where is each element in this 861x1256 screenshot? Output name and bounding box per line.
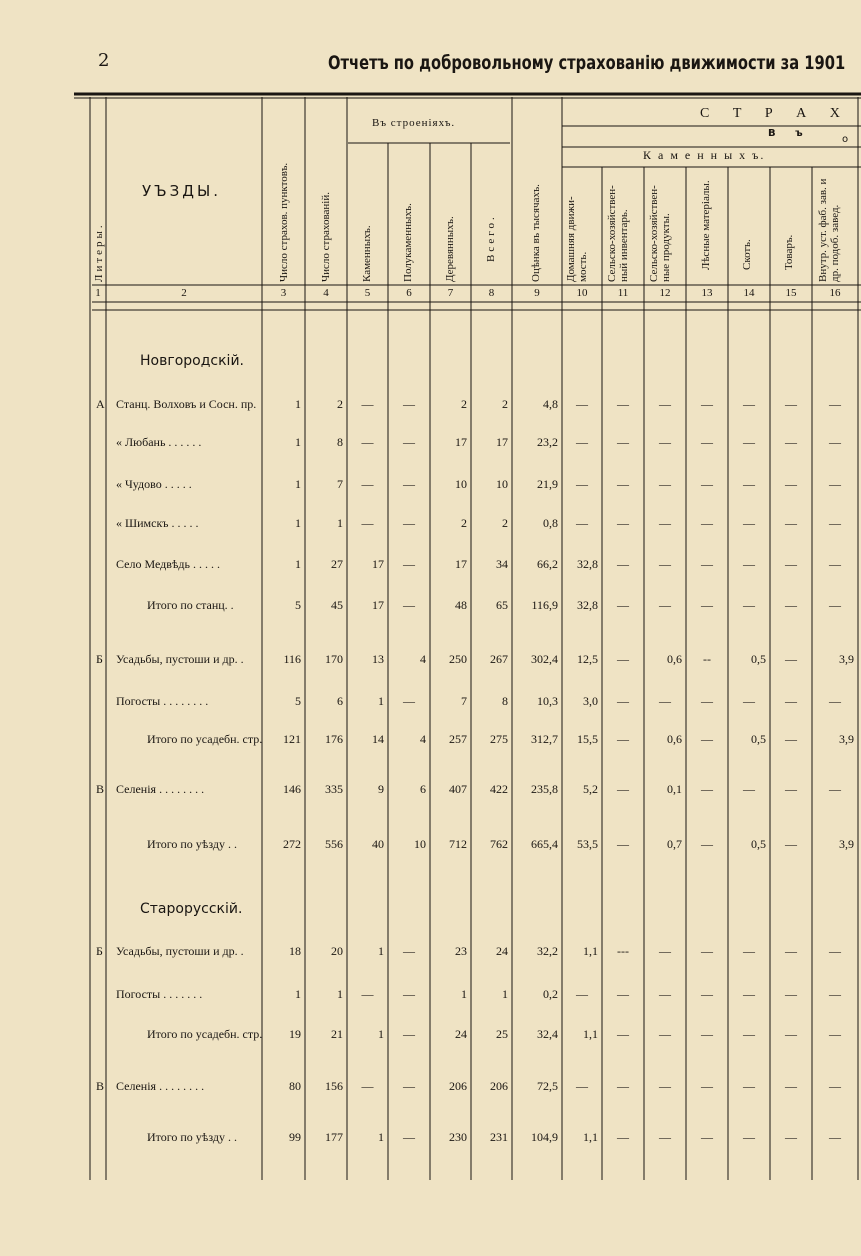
row-name: Усадьбы, пустоши и др. . (116, 944, 244, 958)
header-col-number: 11 (617, 287, 629, 299)
cell-dash: — (785, 1079, 797, 1093)
cell-dash: — (701, 516, 713, 530)
header-col-number: 1 (95, 287, 101, 299)
header-col-number: 13 (701, 287, 713, 299)
cell-dash: — (617, 1130, 629, 1144)
cell-dash: — (785, 557, 797, 571)
cell-dash: — (576, 987, 588, 1001)
cell-dash: — (743, 1079, 755, 1093)
cell-dash: — (743, 1027, 755, 1041)
cell-dash: — (829, 1130, 841, 1144)
cell-value: 99 (289, 1130, 301, 1144)
cell-dash: — (785, 1130, 797, 1144)
cell-value: 116 (283, 652, 301, 666)
cell-value: 231 (490, 1130, 508, 1144)
cell-value: 40 (372, 837, 384, 851)
cell-value: 1,1 (583, 1027, 598, 1041)
cell-dash: — (701, 694, 713, 708)
cell-value: 1,1 (583, 1130, 598, 1144)
cell-value: 250 (449, 652, 467, 666)
row-literal: Б (96, 652, 103, 666)
cell-dash: — (743, 516, 755, 530)
row-name: Погосты . . . . . . . (116, 987, 203, 1001)
cell-value: 53,5 (577, 837, 598, 851)
cell-dash: — (659, 516, 671, 530)
cell-dash: — (617, 516, 629, 530)
cell-value: 24 (496, 944, 508, 958)
row-name: Итого по уѣзду . . (147, 1130, 237, 1144)
cell-dash: — (361, 435, 374, 449)
cell-value: 0,5 (751, 652, 766, 666)
cell-value: 13 (372, 652, 384, 666)
header-col-number: 16 (829, 287, 841, 299)
row-name: Селенія . . . . . . . . (116, 782, 205, 796)
cell-dash: — (659, 694, 671, 708)
cell-dash: — (576, 477, 588, 491)
cell-dash: — (659, 987, 671, 1001)
cell-value: 235,8 (531, 782, 558, 796)
cell-dash: — (576, 397, 588, 411)
cell-dash: — (701, 598, 713, 612)
cell-value: 0,6 (667, 652, 682, 666)
section-heading: Старорусскій. (140, 901, 243, 917)
row-name: Итого по усадебн. стр. (147, 732, 263, 746)
cell-dash: — (743, 782, 755, 796)
cell-value: 4,8 (543, 397, 558, 411)
cell-value: 665,4 (531, 837, 558, 851)
cell-dash: — (701, 987, 713, 1001)
row-name: « Шимскъ . . . . . (116, 516, 199, 530)
cell-dash: — (701, 1027, 713, 1041)
cell-dash: --- (617, 944, 629, 958)
cell-dash: — (785, 652, 797, 666)
page-title: Отчетъ по добровольному страхованію движимости за 1901 (328, 52, 846, 74)
cell-value: 5 (295, 598, 301, 612)
cell-value: 15,5 (577, 732, 598, 746)
cell-dash: — (701, 944, 713, 958)
cell-dash: — (617, 1079, 629, 1093)
cell-value: 3,9 (839, 837, 854, 851)
cell-value: 48 (455, 598, 467, 612)
cell-dash: — (743, 598, 755, 612)
header-col-number: 4 (323, 287, 329, 299)
cell-value: 1 (295, 435, 301, 449)
cell-value: 17 (455, 435, 467, 449)
cell-dash: — (829, 987, 841, 1001)
cell-dash: — (743, 557, 755, 571)
header-col5: Каменныхъ. (361, 225, 373, 282)
cell-value: 267 (490, 652, 508, 666)
cell-dash: — (403, 694, 415, 708)
cell-dash: — (617, 782, 629, 796)
cell-dash: — (829, 598, 841, 612)
cell-dash: — (743, 435, 755, 449)
section-heading: Новгородскій. (140, 353, 244, 369)
cell-value: 1 (337, 516, 343, 530)
cell-value: 1 (295, 397, 301, 411)
header-col-number: 8 (488, 287, 495, 299)
cell-value: 177 (325, 1130, 343, 1144)
cell-dash: — (829, 782, 841, 796)
cell-dash: — (659, 1027, 671, 1041)
cell-value: 0,5 (751, 732, 766, 746)
header-col6: Полукаменныхъ. (402, 203, 414, 282)
cell-dash: — (617, 435, 629, 449)
row-name: Станц. Волховъ и Сосн. пр. (116, 397, 257, 411)
header-col7: Деревянныхъ. (444, 216, 456, 282)
header-strakh: С Т Р А Х (700, 106, 850, 121)
cell-value: 302,4 (531, 652, 558, 666)
cell-value: 7 (337, 477, 343, 491)
cell-dash: — (701, 397, 713, 411)
cell-dash: — (617, 837, 629, 851)
cell-value: 0,5 (751, 837, 766, 851)
cell-value: 32,8 (577, 598, 598, 612)
cell-value: 23,2 (537, 435, 558, 449)
page-number: 2 (98, 50, 110, 71)
cell-value: 45 (331, 598, 343, 612)
cell-value: 206 (449, 1079, 467, 1093)
cell-dash: — (829, 1079, 841, 1093)
cell-dash: — (785, 516, 797, 530)
cell-value: 1 (502, 987, 508, 1001)
cell-value: 17 (372, 557, 384, 571)
cell-dash: — (576, 1079, 588, 1093)
cell-dash: — (617, 652, 629, 666)
cell-dash: — (701, 837, 713, 851)
cell-dash: — (785, 694, 797, 708)
row-name: Село Медвѣдь . . . . . (116, 557, 221, 571)
cell-value: 2 (461, 397, 467, 411)
cell-dash: — (576, 516, 588, 530)
cell-dash: — (743, 944, 755, 958)
cell-dash: — (829, 557, 841, 571)
cell-value: 3,0 (583, 694, 598, 708)
cell-dash: — (743, 1130, 755, 1144)
cell-value: 20 (331, 944, 343, 958)
row-name: « Любань . . . . . . (116, 435, 202, 449)
cell-value: 762 (490, 837, 508, 851)
cell-value: 176 (325, 732, 343, 746)
header-col-number: 9 (534, 287, 540, 299)
cell-value: 170 (325, 652, 343, 666)
cell-dash: — (701, 435, 713, 449)
cell-dash: — (659, 397, 671, 411)
header-col9: Оцѣнка въ тысячахъ. (530, 184, 542, 282)
header-kamennykh: К а м е н н ы х ъ. (643, 148, 766, 162)
cell-value: 17 (372, 598, 384, 612)
cell-dash: — (403, 987, 415, 1001)
cell-value: 18 (289, 944, 301, 958)
cell-value: 312,7 (531, 732, 558, 746)
cell-value: 10 (496, 477, 508, 491)
cell-dash: — (403, 1027, 415, 1041)
header-v: В ъ (768, 128, 811, 139)
cell-dash: — (403, 557, 415, 571)
cell-dash: — (829, 516, 841, 530)
cell-value: 3,9 (839, 652, 854, 666)
cell-dash: — (361, 987, 374, 1001)
header-v-stroeniyakh: Въ строеніяхъ. (372, 117, 456, 129)
cell-value: 17 (455, 557, 467, 571)
cell-dash: — (403, 397, 415, 411)
cell-value: 8 (502, 694, 508, 708)
cell-value: 257 (449, 732, 467, 746)
row-literal: А (96, 397, 105, 411)
cell-value: 712 (449, 837, 467, 851)
cell-value: 7 (461, 694, 467, 708)
header-col-number: 7 (447, 287, 454, 299)
cell-dash: — (659, 944, 671, 958)
cell-value: 2 (502, 397, 508, 411)
cell-dash: — (785, 598, 797, 612)
cell-dash: — (403, 435, 415, 449)
header-col-number: 12 (659, 287, 671, 299)
cell-value: 0,7 (667, 837, 682, 851)
cell-dash: — (659, 1079, 671, 1093)
header-col3: Число страхов. пунктовъ. (278, 162, 290, 282)
cell-value: 422 (490, 782, 508, 796)
cell-dash: — (617, 397, 629, 411)
cell-value: 1 (378, 694, 384, 708)
row-name: Усадьбы, пустоши и др. . (116, 652, 244, 666)
cell-dash: — (659, 598, 671, 612)
cell-value: 21 (331, 1027, 343, 1041)
cell-value: 116,9 (531, 598, 558, 612)
cell-value: 556 (325, 837, 343, 851)
header-col-number: 3 (280, 287, 287, 299)
cell-value: 10,3 (537, 694, 558, 708)
cell-dash: — (701, 782, 713, 796)
cell-value: 156 (325, 1079, 343, 1093)
cell-dash: — (617, 694, 629, 708)
cell-value: 8 (337, 435, 343, 449)
cell-dash: — (829, 1027, 841, 1041)
cell-value: 19 (289, 1027, 301, 1041)
cell-dash: — (785, 837, 797, 851)
cell-dash: — (403, 598, 415, 612)
cell-value: 1 (295, 987, 301, 1001)
cell-value: 2 (461, 516, 467, 530)
cell-dash: — (829, 397, 841, 411)
cell-value: 12,5 (577, 652, 598, 666)
cell-value: 14 (372, 732, 384, 746)
header-col10: Домашняя движи- мость. (565, 196, 589, 282)
row-name: « Чудово . . . . . (116, 477, 192, 491)
cell-value: 2 (337, 397, 343, 411)
cell-dash: -- (703, 652, 711, 666)
header-o: о (842, 134, 849, 145)
cell-dash: — (659, 1130, 671, 1144)
cell-value: 34 (496, 557, 508, 571)
cell-dash: — (403, 477, 415, 491)
cell-dash: — (785, 1027, 797, 1041)
cell-value: 80 (289, 1079, 301, 1093)
cell-value: 5,2 (583, 782, 598, 796)
cell-value: 3,9 (839, 732, 854, 746)
cell-dash: — (617, 557, 629, 571)
cell-value: 32,8 (577, 557, 598, 571)
cell-value: 230 (449, 1130, 467, 1144)
header-col4: Число страхованій. (320, 192, 332, 282)
header-uezdy: УЪЗДЫ. (142, 182, 221, 200)
cell-dash: — (659, 435, 671, 449)
cell-value: 0,6 (667, 732, 682, 746)
cell-value: 5 (295, 694, 301, 708)
cell-dash: — (785, 397, 797, 411)
cell-value: 2 (502, 516, 508, 530)
cell-value: 146 (283, 782, 301, 796)
cell-dash: — (785, 732, 797, 746)
cell-dash: — (617, 1027, 629, 1041)
row-literal: В (96, 782, 105, 796)
cell-dash: — (829, 694, 841, 708)
cell-value: 407 (449, 782, 467, 796)
row-literal: Б (96, 944, 103, 958)
cell-dash: — (701, 557, 713, 571)
cell-dash: — (701, 1079, 713, 1093)
header-literal: Литеры. (93, 222, 105, 282)
header-col-number: 14 (743, 287, 755, 299)
cell-dash: — (403, 944, 415, 958)
cell-dash: — (785, 987, 797, 1001)
cell-value: 10 (455, 477, 467, 491)
cell-value: 1,1 (583, 944, 598, 958)
cell-value: 6 (337, 694, 343, 708)
cell-value: 25 (496, 1027, 508, 1041)
cell-value: 0,1 (667, 782, 682, 796)
cell-dash: — (361, 516, 374, 530)
header-col16: Внутр. уст. фаб. зав. и др. подоб. завед. (817, 178, 841, 282)
cell-value: 10 (414, 837, 426, 851)
cell-dash: — (743, 397, 755, 411)
cell-dash: — (701, 732, 713, 746)
header-col8: Всего. (485, 214, 497, 262)
header-col-number: 10 (576, 287, 588, 299)
cell-dash: — (743, 694, 755, 708)
cell-value: 1 (378, 1130, 384, 1144)
row-name: Погосты . . . . . . . . (116, 694, 209, 708)
cell-value: 104,9 (531, 1130, 558, 1144)
row-name: Итого по уѣзду . . (147, 837, 237, 851)
cell-value: 1 (378, 944, 384, 958)
cell-value: 32,2 (537, 944, 558, 958)
cell-dash: — (785, 944, 797, 958)
cell-value: 1 (295, 516, 301, 530)
cell-value: 66,2 (537, 557, 558, 571)
cell-value: 1 (461, 987, 467, 1001)
header-col11: Сельско-хозяйствен- ный инвентарь. (606, 185, 630, 282)
cell-dash: — (701, 477, 713, 491)
cell-dash: — (617, 477, 629, 491)
header-col-number: 15 (785, 287, 797, 299)
cell-value: 21,9 (537, 477, 558, 491)
cell-dash: — (785, 782, 797, 796)
cell-dash: — (829, 944, 841, 958)
cell-value: 272 (283, 837, 301, 851)
cell-dash: — (785, 477, 797, 491)
cell-dash: — (659, 477, 671, 491)
cell-dash: — (829, 435, 841, 449)
cell-dash: — (403, 1079, 415, 1093)
cell-value: 121 (283, 732, 301, 746)
cell-value: 1 (295, 557, 301, 571)
cell-value: 0,8 (543, 516, 558, 530)
cell-value: 335 (325, 782, 343, 796)
header-col12: Сельско-хозяйствен- ные продукты. (648, 185, 672, 282)
cell-dash: — (361, 477, 374, 491)
cell-dash: — (617, 732, 629, 746)
cell-dash: — (785, 435, 797, 449)
cell-value: 65 (496, 598, 508, 612)
header-col-number: 2 (181, 287, 187, 299)
cell-value: 1 (295, 477, 301, 491)
cell-value: 6 (420, 782, 426, 796)
header-col15: Товаръ. (783, 234, 795, 270)
cell-value: 4 (420, 652, 426, 666)
cell-dash: — (361, 1079, 374, 1093)
cell-value: 27 (331, 557, 343, 571)
cell-dash: — (829, 477, 841, 491)
cell-value: 9 (378, 782, 384, 796)
cell-value: 24 (455, 1027, 467, 1041)
cell-dash: — (403, 516, 415, 530)
cell-value: 23 (455, 944, 467, 958)
cell-value: 1 (378, 1027, 384, 1041)
row-name: Итого по усадебн. стр. (147, 1027, 263, 1041)
cell-value: 0,2 (543, 987, 558, 1001)
cell-value: 32,4 (537, 1027, 558, 1041)
cell-value: 17 (496, 435, 508, 449)
cell-dash: — (701, 1130, 713, 1144)
row-name: Селенія . . . . . . . . (116, 1079, 205, 1093)
header-col14: Скотъ. (741, 239, 753, 270)
header-col13: Лѣсные матеріалы. (700, 180, 712, 270)
cell-value: 4 (420, 732, 426, 746)
cell-dash: — (617, 987, 629, 1001)
row-name: Итого по станц. . (147, 598, 234, 612)
cell-value: 72,5 (537, 1079, 558, 1093)
cell-dash: — (659, 557, 671, 571)
cell-value: 206 (490, 1079, 508, 1093)
cell-dash: — (617, 598, 629, 612)
cell-dash: — (576, 435, 588, 449)
cell-dash: — (743, 987, 755, 1001)
cell-dash: — (361, 397, 374, 411)
cell-value: 1 (337, 987, 343, 1001)
cell-value: 275 (490, 732, 508, 746)
cell-dash: — (743, 477, 755, 491)
header-col-number: 5 (364, 287, 371, 299)
header-col-number: 6 (406, 287, 412, 299)
cell-dash: — (403, 1130, 415, 1144)
row-literal: В (96, 1079, 105, 1093)
